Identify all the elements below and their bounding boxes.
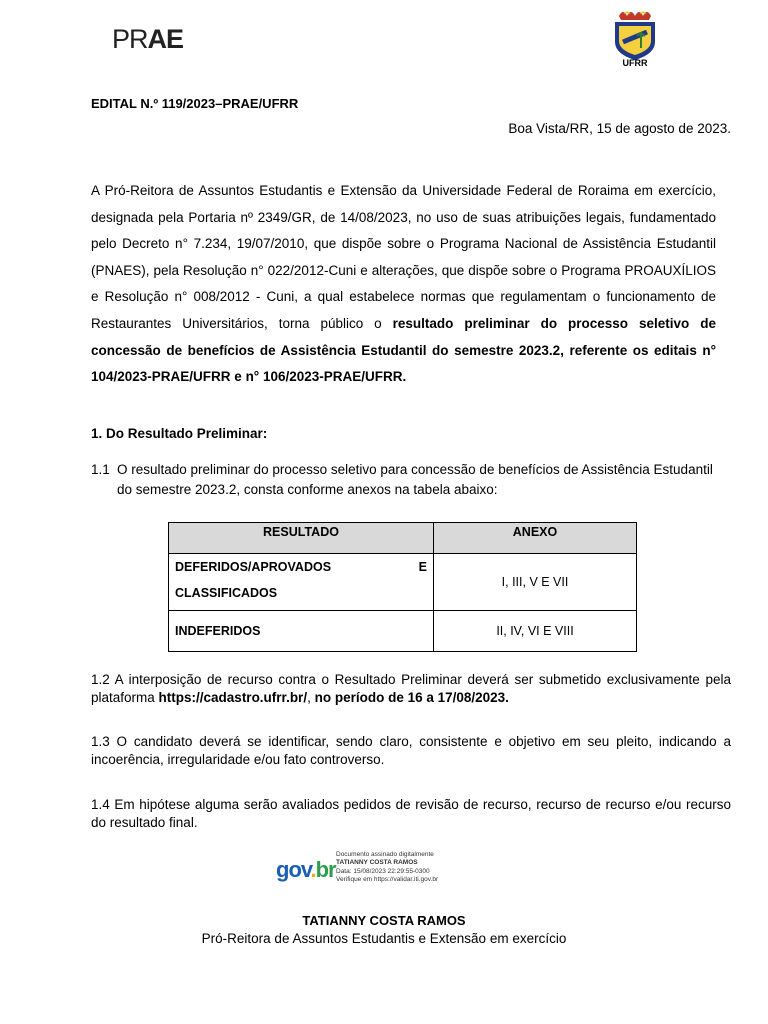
- intro-paragraph: [91, 178, 716, 391]
- prae-logo: PRAE: [112, 24, 184, 54]
- intro-bold-text: resultado preliminar do processo seletivo de concessão de benefícios de Assistência Estudantil do semestre 2023.2, referente os editais n° 104/2023-PRAE/UFRR e n° 106/2023-PRAE/UFRR.: [91, 315, 716, 385]
- signer-role: Pró-Reitora de Assuntos Estudantis e Extensão em exercício: [201, 931, 567, 946]
- stamp-verify: Verifique em https://validar.iti.gov.br: [336, 876, 439, 884]
- intro-text: A Pró-Reitora de Assuntos Estudantis e Extensão da Universidade Federal de Roraima em exercício, designada pela Portaria nº 2349/GR, de 14/08/2023, no uso de suas atribuições legais, fundamentado pelo Decreto n° 7.234, 19/07/2010, que dispõe sobre o Programa Nacional de Assistência Estudantil (PNAES), pela Resolução n° 022/2012-Cuni e alterações, que dispõe sobre o Programa PROAUXÍLIOS e Resolução n° 008/2012 - Cuni, a qual estabelece normas que regulamentam o funcionamento de Restaurantes Universitários, torna público o: [91, 183, 716, 331]
- p12-period: no período de 16 a 17/08/2023.: [314, 690, 509, 705]
- anexo-cell: I, III, V E VII: [434, 554, 637, 611]
- digital-signature-stamp: [336, 851, 438, 885]
- section-title: 1. Do Resultado Preliminar:: [91, 426, 268, 441]
- crest-label: UFRR: [622, 58, 648, 68]
- date-line: Boa Vista/RR, 15 de agosto de 2023.: [508, 121, 731, 136]
- header-resultado: RESULTADO: [169, 523, 434, 554]
- paragraph-1-2: [91, 671, 731, 707]
- signer-name: TATIANNY COSTA RAMOS: [302, 913, 466, 928]
- p12-text: 1.2 A interposição de recurso contra o Resultado Preliminar deverá ser submetido exclusivamente pela plataforma: [91, 672, 731, 705]
- stamp-date: Data: 15/08/2023 22:29:55-0300: [336, 867, 430, 875]
- govbr-logo: gov.br: [276, 857, 336, 882]
- paragraph-1-3: 1.3 O candidato deverá se identificar, sendo claro, consistente e objetivo em seu pleito, indicando a incoerência, irregularidade e/ou fato controverso.: [91, 734, 731, 767]
- table-row: [169, 554, 637, 611]
- anexo-cell: II, IV, VI E VIII: [434, 611, 637, 652]
- result-cell: [169, 554, 434, 611]
- cadastro-link[interactable]: https://cadastro.ufrr.br/: [158, 690, 308, 705]
- paragraph-1-1: [91, 460, 731, 500]
- header-anexo: ANEXO: [434, 523, 637, 554]
- paragraph-text: O resultado preliminar do processo seletivo para concessão de benefícios de Assistência Estudantil do semestre 2023.2, consta conforme anexos na tabela abaixo:: [117, 462, 713, 497]
- table-row: [169, 611, 637, 652]
- stamp-signer-name: TATIANNY COSTA RAMOS: [336, 859, 418, 867]
- result-label-2: CLASSIFICADOS: [175, 586, 278, 600]
- paragraph-1-4: 1.4 Em hipótese alguma serão avaliados pedidos de revisão de recurso, recurso de recurso e/ou recurso do resultado final.: [91, 797, 731, 830]
- table-header-row: [169, 523, 637, 554]
- result-cell: INDEFERIDOS: [169, 611, 434, 652]
- result-label: DEFERIDOS/APROVADOS: [175, 560, 332, 574]
- paragraph-number: 1.1: [91, 462, 110, 477]
- p12-text-sep: ,: [307, 690, 315, 705]
- result-table: [168, 522, 637, 652]
- edital-title: EDITAL N.º 119/2023–PRAE/UFRR: [91, 96, 299, 111]
- stamp-line: Documento assinado digitalmente: [336, 851, 434, 858]
- result-label-e: E: [418, 560, 427, 574]
